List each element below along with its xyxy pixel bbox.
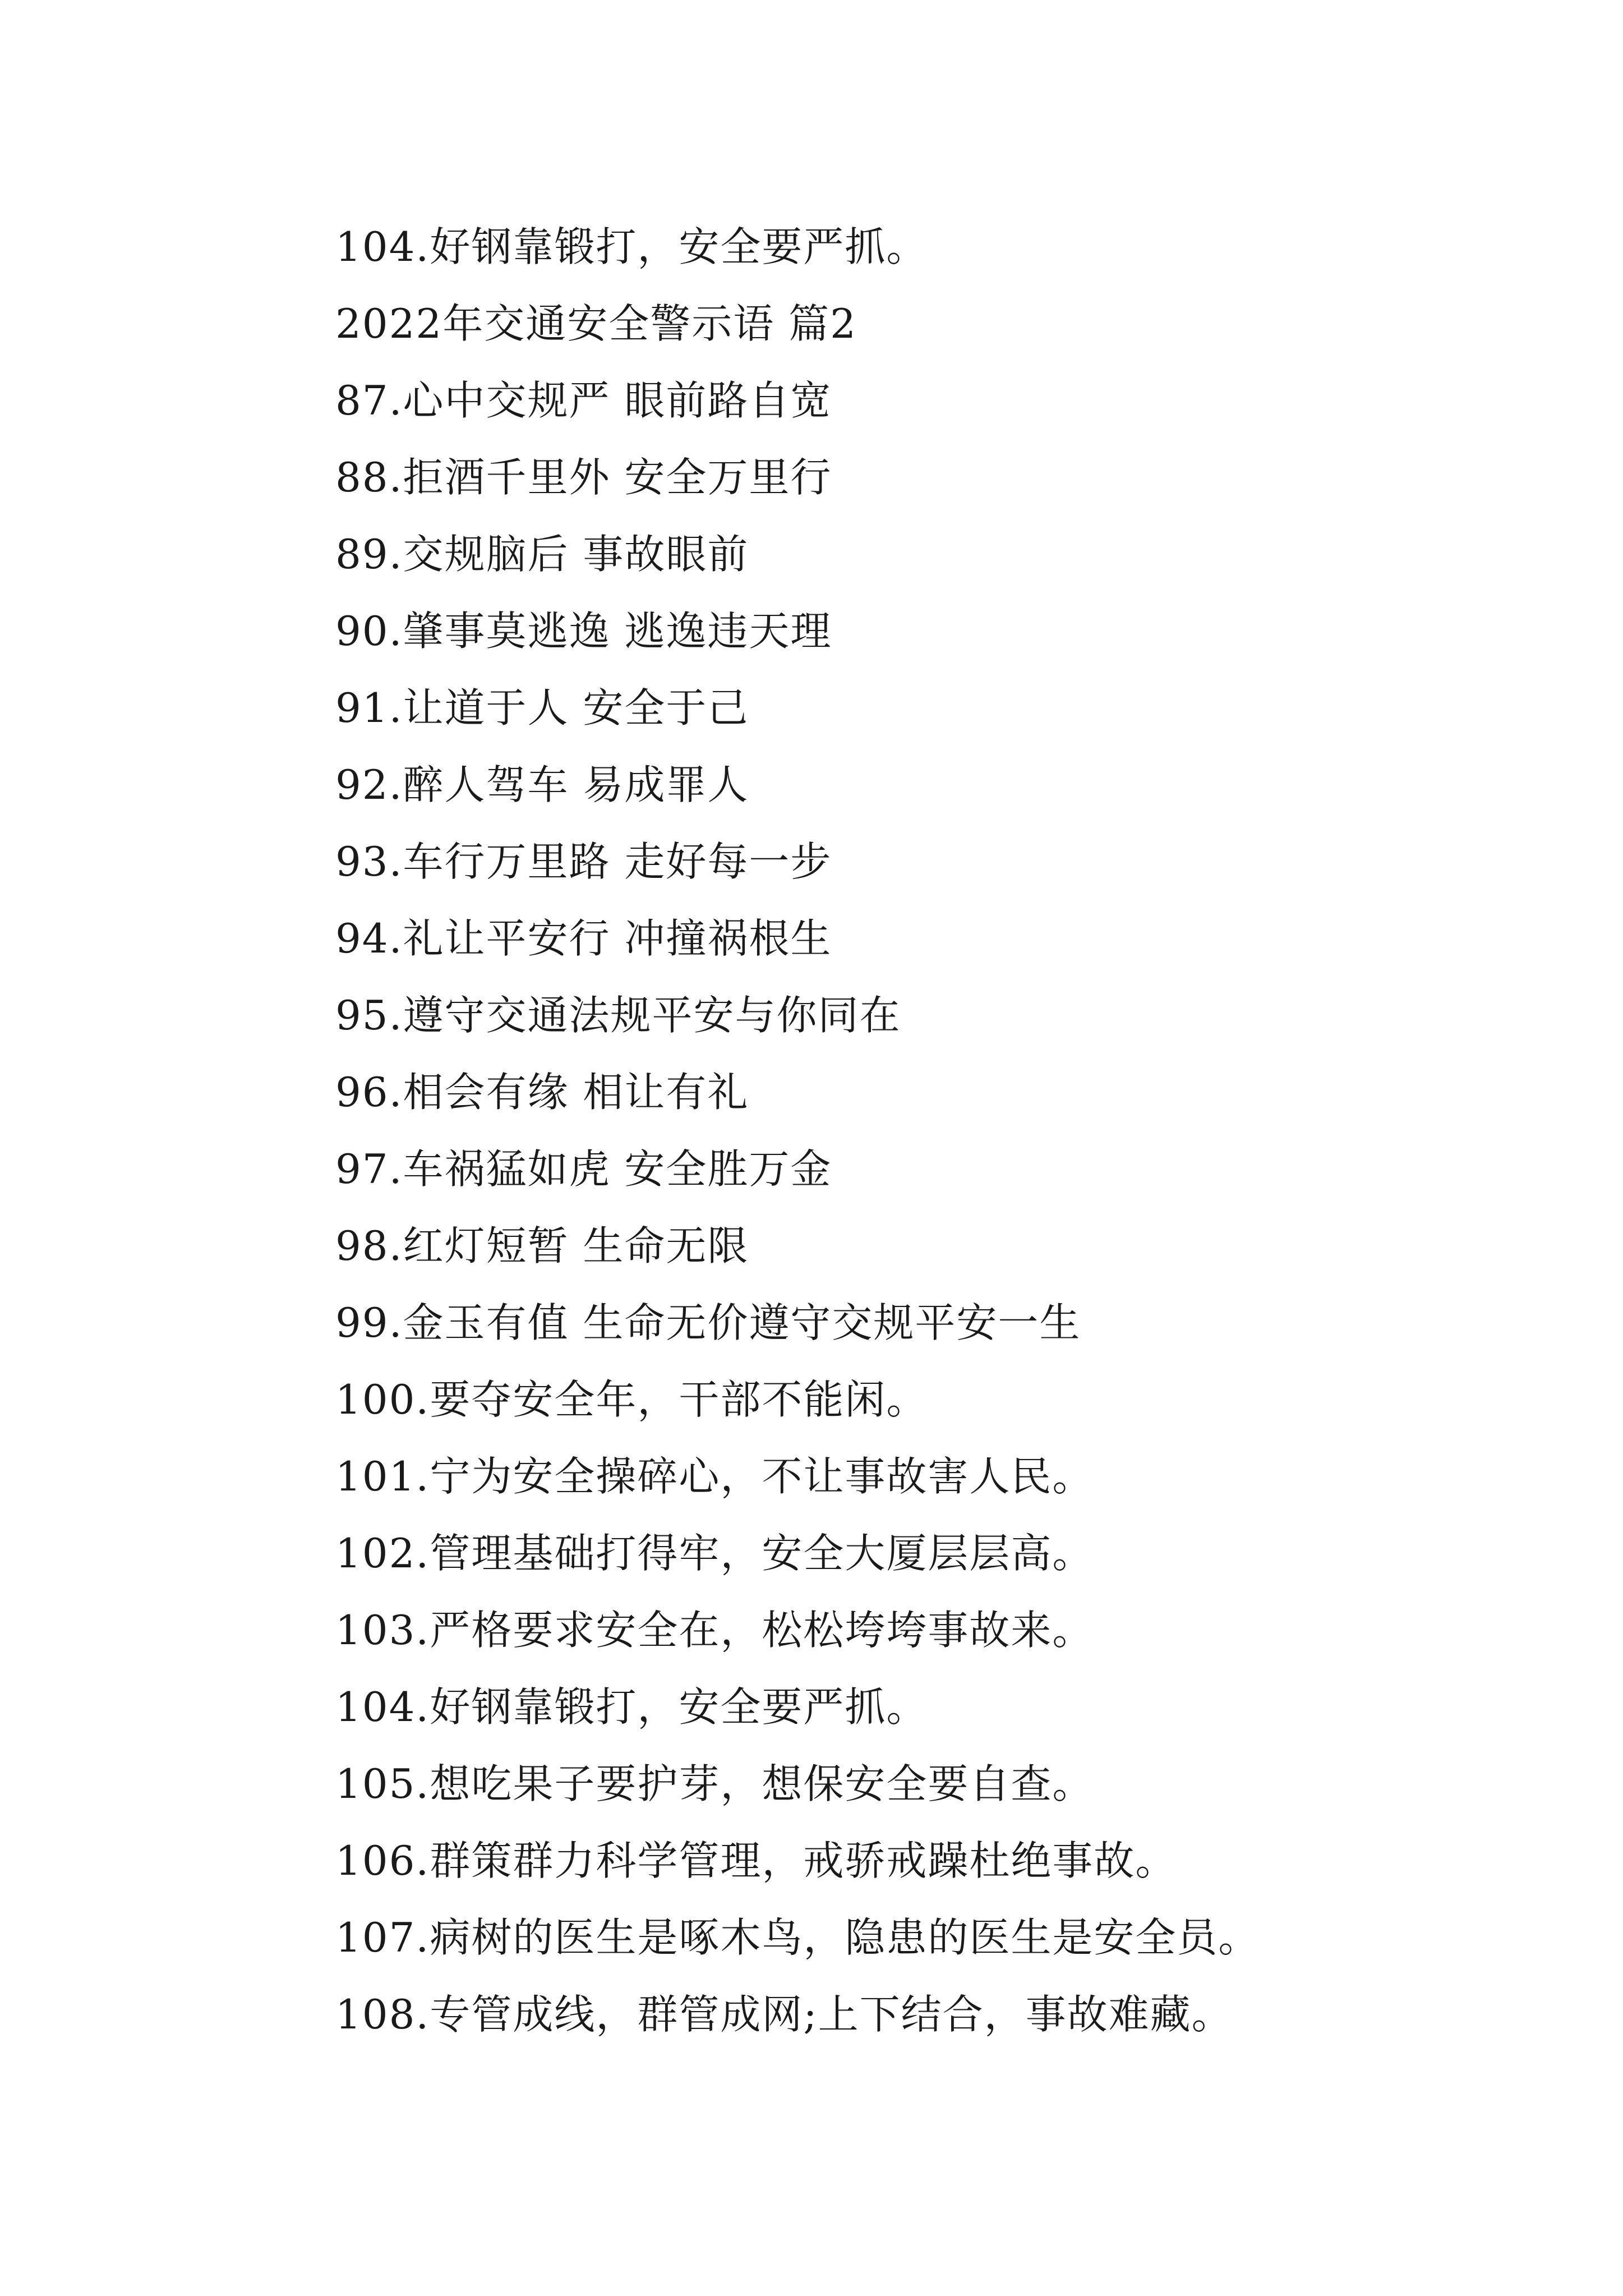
text-line: 96.相会有缘 相让有礼 (335, 1069, 749, 1116)
text-line: 100.要夺安全年，干部不能闲。 (335, 1376, 928, 1423)
text-line: 98.红灯短暂 生命无限 (335, 1222, 749, 1269)
text-line: 107.病树的医生是啄木鸟，隐患的医生是安全员。 (335, 1914, 1260, 1961)
text-line: 106.群策群力科学管理，戒骄戒躁杜绝事故。 (335, 1837, 1177, 1884)
text-line: 91.让道于人 安全于己 (335, 684, 749, 731)
text-line: 101.宁为安全操碎心，不让事故害人民。 (335, 1453, 1094, 1500)
text-line: 93.车行万里路 走好每一步 (335, 838, 832, 885)
document-body (335, 209, 1513, 2053)
text-line: 105.想吃果子要护芽，想保安全要自查。 (335, 1760, 1094, 1807)
text-line: 88.拒酒千里外 安全万里行 (335, 454, 832, 501)
text-line: 95.遵守交通法规平安与你同在 (335, 992, 901, 1039)
text-line: 94.礼让平安行 冲撞祸根生 (335, 915, 832, 962)
text-line: 89.交规脑后 事故眼前 (335, 531, 749, 578)
text-line: 87.心中交规严 眼前路自宽 (335, 377, 832, 424)
text-line: 97.车祸猛如虎 安全胜万金 (335, 1145, 832, 1193)
text-line: 99.金玉有值 生命无价遵守交规平安一生 (335, 1299, 1081, 1346)
text-line: 103.严格要求安全在，松松垮垮事故来。 (335, 1607, 1094, 1654)
section-heading: 2022年交通安全警示语 篇2 (335, 300, 857, 347)
text-line: 92.醉人驾车 易成罪人 (335, 761, 749, 808)
text-line: 108.专管成线，群管成网;上下结合，事故难藏。 (335, 1991, 1233, 2038)
text-line: 102.管理基础打得牢，安全大厦层层高。 (335, 1530, 1094, 1577)
text-line: 90.肇事莫逃逸 逃逸违天理 (335, 608, 832, 655)
text-line: 104.好钢靠锻打，安全要严抓。 (335, 1683, 928, 1731)
text-line: 104.好钢靠锻打，安全要严抓。 (335, 223, 928, 270)
